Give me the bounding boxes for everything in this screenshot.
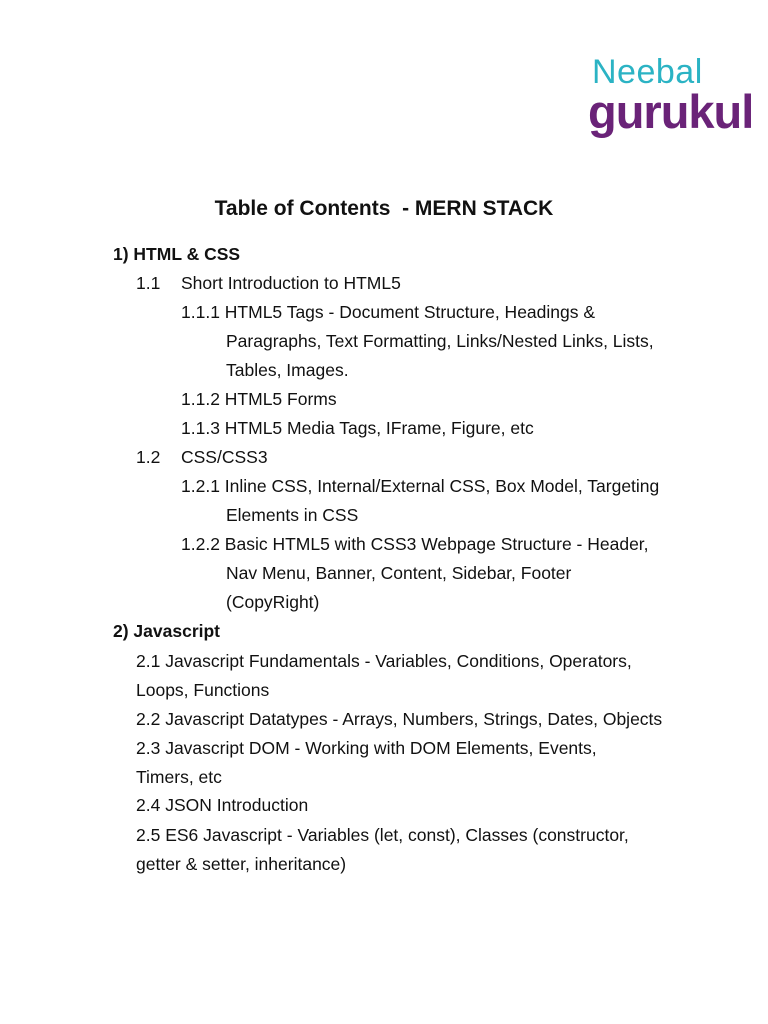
- toc-item-continuation: Paragraphs, Text Formatting, Links/Nested Links, Lists,: [226, 331, 654, 351]
- toc-item: 2.5 ES6 Javascript - Variables (let, const), Classes (constructor,: [136, 825, 629, 845]
- toc-item-continuation: Timers, etc: [136, 767, 222, 787]
- toc-item-continuation: Nav Menu, Banner, Content, Sidebar, Footer: [226, 563, 572, 583]
- toc-item-continuation: Elements in CSS: [226, 505, 359, 525]
- toc-item: 1.2.2 Basic HTML5 with CSS3 Webpage Structure - Header,: [181, 534, 649, 554]
- toc-item: 2.3 Javascript DOM - Working with DOM Elements, Events,: [136, 738, 597, 758]
- toc-item: 1.1.3 HTML5 Media Tags, IFrame, Figure, etc: [181, 418, 534, 438]
- subsection-label: CSS/CSS3: [181, 447, 268, 467]
- subsection-label: Short Introduction to HTML5: [181, 273, 401, 293]
- neebal-gurukul-logo: [588, 52, 754, 148]
- toc-item: 2.4 JSON Introduction: [136, 795, 309, 815]
- toc-item-continuation: getter & setter, inheritance): [136, 854, 347, 874]
- toc-item: 2.2 Javascript Datatypes - Arrays, Numbers, Strings, Dates, Objects: [136, 709, 663, 729]
- logo-bottom-text: gurukul: [588, 85, 754, 138]
- subsection-number: 1.2: [136, 447, 161, 467]
- toc-item: 1.1.1 HTML5 Tags - Document Structure, Headings &: [181, 302, 596, 322]
- toc-item-continuation: Tables, Images.: [226, 360, 349, 380]
- toc-item: 1.1.2 HTML5 Forms: [181, 389, 337, 409]
- subsection-heading: [136, 269, 401, 298]
- toc-item: 2.1 Javascript Fundamentals - Variables, Conditions, Operators,: [136, 651, 632, 671]
- section-heading: 2) Javascript: [113, 621, 221, 641]
- page-title: Table of Contents - MERN STACK: [214, 197, 554, 220]
- toc-item-continuation: (CopyRight): [226, 592, 320, 612]
- subsection-number: 1.1: [136, 273, 161, 293]
- section-heading: 1) HTML & CSS: [113, 244, 241, 264]
- toc-item: 1.2.1 Inline CSS, Internal/External CSS, Box Model, Targeting: [181, 476, 660, 496]
- toc-item-continuation: Loops, Functions: [136, 680, 270, 700]
- logo-top-text: Neebal: [592, 53, 703, 91]
- subsection-heading: [136, 443, 268, 472]
